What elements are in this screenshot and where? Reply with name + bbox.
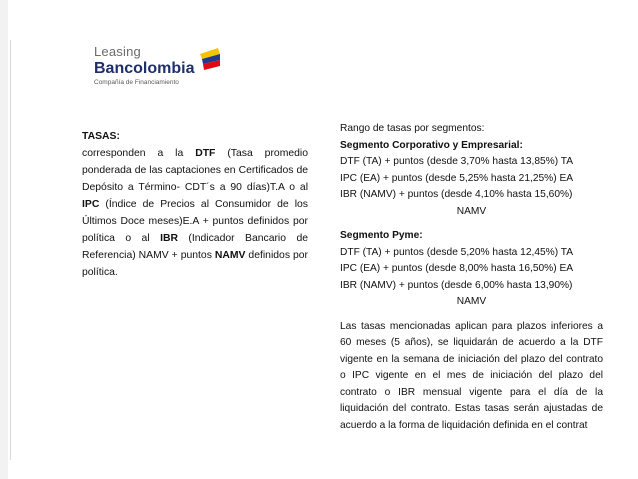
corporate-ibr-line: IBR (NAMV) + puntos (desde 4,10% hasta 15,60%)	[340, 189, 573, 200]
rates-note: Las tasas mencionadas aplican para plazos inferiores a 60 meses (5 años), se liquidarán de acuerdo a la DTF vigente en la semana de iniciación del plazo del contrato o IPC vigente en el mes de iniciación del plazo del contrato o IBR mensual vigente para el día de la liquidación del contrato. Estas tasas serán ajustadas de acuerdo a la forma de liquidación definida en el contrat	[340, 320, 603, 431]
bancolombia-flag-icon	[198, 46, 222, 72]
left-divider	[10, 40, 11, 460]
ranges-intro: Rango de tasas por segmentos:	[340, 123, 485, 134]
leasing-bancolombia-logo	[94, 44, 234, 94]
text-run: (Indicador Bancario de Referencia) NAMV + puntos	[82, 233, 309, 261]
corporate-namv-line: NAMV	[456, 205, 487, 217]
segment-pyme-title: Segmento Pyme:	[340, 230, 423, 241]
spacer	[340, 311, 603, 319]
text-run: corresponden a la	[82, 148, 196, 159]
dtf-term: DTF	[195, 148, 216, 159]
corporate-dtf-line: DTF (TA) + puntos (desde 3,70% hasta 13,85%) TA	[340, 156, 574, 167]
pyme-namv-line: NAMV	[456, 296, 487, 307]
namv-term: NAMV	[214, 250, 246, 261]
logo-subtitle-text: Compañía de Financiamiento	[94, 79, 179, 86]
text-run: (Tasa promedio ponderada de las captaciones en Certificados de Depósito a Término- CDT´s a 90 días)T.A o al	[82, 148, 308, 193]
pyme-ibr-line: IBR (NAMV) + puntos (desde 6,00% hasta 13,90%)	[340, 279, 573, 291]
text-run: (Índice de Precios al Consumidor de los Últimos Doce meses)E.A + puntos definidos por política o al	[82, 199, 308, 244]
ibr-term: IBR	[160, 233, 178, 244]
tasas-heading: TASAS:	[82, 131, 120, 142]
text-run: definidos por política.	[82, 250, 308, 278]
pyme-ipc-line: IPC (EA) + puntos (desde 8,00% hasta 16,50%) EA	[340, 263, 574, 274]
rate-ranges	[340, 121, 603, 434]
tasas-body	[82, 145, 308, 281]
pyme-dtf-line: DTF (TA) + puntos (desde 5,20% hasta 12,45%) TA	[340, 246, 574, 258]
corporate-ipc-line: IPC (EA) + puntos (desde 5,25% hasta 21,25%) EA	[340, 172, 574, 184]
ipc-term: IPC	[82, 199, 100, 210]
tasas-description	[82, 128, 308, 281]
segment-corporate-title: Segmento Corporativo y Empresarial:	[340, 139, 523, 151]
logo-leasing-text: Leasing	[94, 44, 141, 59]
left-band	[0, 0, 8, 479]
spacer	[340, 220, 603, 228]
logo-brand-text: Bancolombia	[94, 60, 195, 77]
